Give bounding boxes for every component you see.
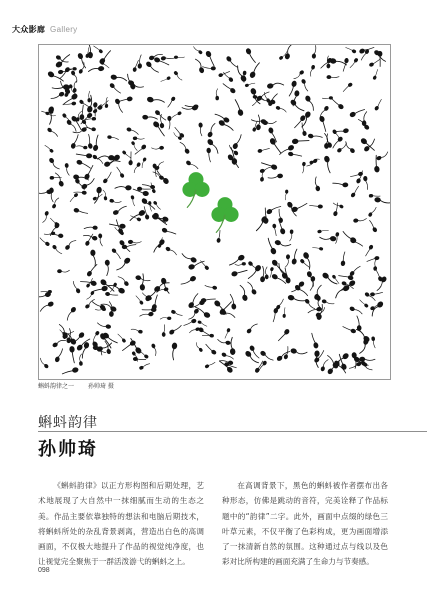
- tadpole: [45, 106, 55, 125]
- tadpole: [283, 346, 291, 359]
- tadpole: [110, 74, 127, 82]
- tadpole: [92, 193, 103, 201]
- tadpole: [330, 136, 343, 149]
- tadpole: [168, 323, 182, 336]
- tadpole: [44, 144, 54, 154]
- tadpole: [366, 256, 379, 262]
- tadpole: [301, 78, 311, 91]
- tadpole: [72, 280, 81, 294]
- tadpole: [367, 220, 378, 233]
- tadpole: [353, 218, 367, 223]
- tadpole: [84, 233, 93, 247]
- tadpole: [69, 346, 75, 363]
- tadpole: [167, 116, 171, 129]
- tadpole: [162, 325, 166, 337]
- tadpole: [198, 122, 204, 136]
- tadpole: [312, 245, 323, 251]
- tadpole: [244, 350, 259, 365]
- tadpole: [170, 342, 178, 360]
- tadpole: [204, 360, 215, 368]
- tadpole: [323, 155, 334, 173]
- tadpole: [112, 206, 128, 216]
- tadpole: [133, 162, 141, 174]
- tadpole: [179, 141, 190, 155]
- tadpole: [329, 58, 347, 67]
- tadpole: [246, 322, 258, 334]
- tadpole: [76, 159, 92, 168]
- tadpole: [320, 358, 328, 372]
- tadpole: [102, 172, 114, 184]
- tadpole: [284, 45, 293, 60]
- tadpole: [146, 96, 164, 107]
- photo-caption: [38, 381, 114, 390]
- tadpole: [171, 111, 182, 119]
- tadpole: [330, 98, 345, 110]
- tadpole: [128, 239, 142, 244]
- tadpole: [349, 107, 366, 118]
- tadpole: [131, 329, 143, 334]
- tadpole: [312, 45, 318, 59]
- tadpole: [336, 143, 348, 154]
- tadpole: [289, 99, 304, 115]
- tadpole: [321, 272, 338, 286]
- tadpole: [319, 115, 329, 132]
- tadpole: [274, 239, 291, 248]
- tadpole: [197, 320, 208, 327]
- tadpole: [340, 252, 347, 267]
- gallery-label: Gallery: [50, 25, 78, 34]
- tadpole: [127, 79, 144, 89]
- tadpole: [171, 309, 183, 317]
- tadpole: [371, 336, 376, 348]
- tadpole: [364, 292, 377, 302]
- tadpole: [68, 192, 78, 202]
- tadpole: [324, 133, 329, 148]
- tadpole: [39, 189, 52, 195]
- tadpole: [140, 157, 147, 168]
- article-body-left: 《蝌蚪韵律》以正方形构图和后期处理，艺术地展现了大自然中一抹细腻而生动的生态之美。作品主要依靠独特的想法和电脑后期技术，将蝌蚪所处的杂乱背景剥离，营造出白色的高调画面，不仅极大地提升了作品的视觉纯净度，也让视觉完全聚焦于一群活泼游弋的蝌蚪之上。: [38, 481, 204, 567]
- tadpole: [293, 70, 305, 81]
- tadpole: [189, 327, 200, 334]
- tadpole: [90, 330, 100, 342]
- tadpole: [231, 268, 248, 278]
- tadpole: [267, 81, 284, 89]
- tadpole: [255, 215, 268, 232]
- tadpole: [218, 70, 231, 77]
- tadpole: [288, 151, 302, 158]
- tadpole: [187, 308, 199, 321]
- tadpole: [313, 177, 321, 192]
- tadpole: [141, 197, 156, 212]
- tadpole: [86, 291, 95, 301]
- tadpole: [289, 229, 293, 241]
- article-body-right: 在高调背景下，黑色的蝌蚪被作者摆布出各种形态，仿佛是跳动的音符，完美诠释了作品标题中的“韵律”二字。此外，画面中点缀的绿色三叶草元素，不仅平衡了色彩构成，更为画面增添了一抹清新自然的氛围。这种通过点与线以及色彩对比所构建的画面充满了生命力与节奏感。: [222, 481, 388, 567]
- tadpole: [39, 237, 50, 247]
- tadpole: [161, 227, 176, 237]
- tadpole: [151, 343, 159, 356]
- tadpole: [174, 55, 185, 59]
- tadpole: [245, 81, 256, 87]
- tadpole: [165, 96, 176, 108]
- tadpole: [83, 233, 98, 241]
- tadpole: [93, 45, 103, 54]
- tadpole: [195, 342, 204, 353]
- tadpole: [358, 299, 368, 309]
- tadpole: [86, 263, 98, 278]
- tadpole: [48, 157, 60, 171]
- tadpole: [165, 246, 178, 256]
- tadpole: [376, 152, 390, 161]
- tadpole: [363, 176, 368, 190]
- tadpole: [206, 148, 211, 162]
- tadpole: [266, 237, 277, 255]
- tadpole: [225, 55, 237, 70]
- tadpole: [372, 69, 380, 80]
- tadpole: [159, 114, 165, 128]
- tadpole: [109, 82, 122, 95]
- tadpole: [65, 163, 70, 176]
- tadpole: [282, 307, 286, 318]
- tadpole: [364, 244, 374, 257]
- title-divider: [38, 431, 427, 432]
- tadpole: [203, 344, 217, 355]
- tadpole: [373, 259, 378, 271]
- tadpole: [357, 316, 362, 331]
- tadpole: [285, 254, 290, 267]
- tadpole: [333, 284, 350, 299]
- tadpole: [287, 294, 305, 303]
- tadpole: [341, 82, 353, 92]
- tadpole: [249, 61, 261, 79]
- tadpole: [304, 95, 315, 112]
- article-author: 孙帅琦: [38, 439, 98, 460]
- tadpole: [193, 45, 203, 55]
- tadpole: [122, 150, 132, 160]
- tadpole: [278, 209, 283, 223]
- tadpole: [107, 135, 119, 140]
- tadpole: [333, 200, 344, 209]
- tadpole: [264, 267, 269, 279]
- tadpole: [115, 166, 125, 178]
- tadpole: [115, 257, 131, 273]
- tadpole: [54, 172, 65, 188]
- tadpole: [349, 306, 363, 316]
- tadpole: [229, 337, 236, 355]
- tadpole: [70, 134, 78, 150]
- tadpole: [52, 244, 63, 256]
- tadpoles-artwork-icon: [39, 45, 390, 379]
- tadpole: [145, 61, 159, 75]
- tadpole: [285, 190, 289, 201]
- tadpole: [182, 105, 198, 112]
- clover-leaf: [182, 172, 209, 208]
- tadpole: [203, 66, 216, 70]
- tadpole: [131, 141, 139, 151]
- artwork-frame: [38, 44, 391, 380]
- tadpole: [308, 133, 323, 141]
- tadpole: [133, 357, 146, 362]
- tadpole: [309, 65, 315, 77]
- tadpole: [161, 76, 172, 84]
- tadpole: [349, 57, 358, 69]
- tadpole: [215, 89, 219, 101]
- tadpole: [291, 249, 300, 265]
- tadpole: [319, 234, 336, 242]
- tadpole: [266, 203, 281, 215]
- tadpole: [50, 91, 65, 100]
- tadpole: [117, 332, 126, 343]
- tadpole: [185, 160, 198, 172]
- tadpole: [188, 261, 205, 270]
- tadpole: [333, 182, 349, 187]
- tadpole: [235, 262, 246, 266]
- tadpole: [311, 332, 319, 348]
- tadpole: [317, 228, 329, 234]
- tadpole: [327, 75, 340, 79]
- tadpole: [374, 197, 390, 204]
- tadpole: [294, 114, 307, 130]
- tadpole: [49, 187, 56, 202]
- tadpole: [207, 123, 218, 138]
- caption-work: 蝌蚪韵律之一: [38, 383, 75, 390]
- tadpole: [349, 238, 363, 249]
- tadpole: [374, 99, 384, 111]
- tadpole: [52, 197, 60, 209]
- tadpole: [88, 66, 105, 73]
- tadpole: [130, 195, 136, 206]
- tadpole: [232, 133, 242, 149]
- tadpole: [111, 248, 123, 259]
- tadpole: [105, 292, 118, 298]
- tadpole: [222, 81, 236, 94]
- tadpole: [97, 323, 112, 330]
- clover-leaf: [211, 197, 238, 233]
- tadpole: [270, 307, 278, 322]
- tadpole: [321, 299, 334, 306]
- tadpole: [304, 298, 316, 310]
- tadpole: [260, 266, 267, 282]
- tadpole: [105, 97, 110, 108]
- tadpole: [52, 338, 66, 348]
- tadpole: [42, 211, 50, 224]
- page-number: 098: [38, 567, 50, 574]
- tadpole: [319, 105, 330, 118]
- tadpole: [151, 172, 164, 181]
- tadpole: [272, 224, 277, 236]
- tadpole: [268, 174, 283, 179]
- tadpole: [52, 84, 69, 90]
- tadpole: [128, 152, 134, 166]
- tadpole: [137, 55, 143, 69]
- tadpole: [115, 185, 132, 190]
- gallery-header: [12, 24, 78, 35]
- tadpole: [139, 363, 151, 371]
- tadpole: [160, 277, 170, 294]
- tadpole: [64, 306, 77, 321]
- caption-credit: 孙帅琦 摄: [88, 383, 114, 390]
- tadpole: [54, 348, 63, 363]
- tadpole: [359, 356, 375, 362]
- tadpole: [309, 204, 323, 209]
- tadpole: [322, 96, 333, 100]
- tadpole: [239, 284, 248, 301]
- tadpole: [275, 105, 287, 113]
- tadpole: [349, 264, 361, 277]
- tadpole: [309, 276, 316, 291]
- tadpole: [133, 136, 145, 141]
- tadpole: [135, 294, 144, 305]
- tadpole: [235, 99, 244, 117]
- article-title-block: [38, 412, 98, 432]
- tadpole: [39, 301, 54, 312]
- article-title: 蝌蚪韵律: [38, 415, 98, 431]
- tadpole: [87, 91, 91, 102]
- tadpole: [137, 187, 151, 192]
- tadpole: [173, 70, 183, 81]
- tadpole: [180, 275, 197, 287]
- tadpole: [160, 317, 171, 320]
- tadpole: [84, 299, 96, 309]
- tadpole: [142, 115, 157, 120]
- tadpole: [276, 298, 285, 310]
- tadpole: [276, 349, 291, 362]
- tadpole: [195, 58, 205, 74]
- tadpole: [290, 348, 307, 356]
- tadpole: [257, 147, 270, 153]
- tadpole: [126, 127, 139, 135]
- tadpole: [151, 146, 164, 151]
- tadpole: [343, 141, 356, 154]
- tadpole: [259, 167, 272, 174]
- tadpole: [64, 238, 76, 250]
- tadpole: [76, 145, 87, 149]
- tadpole: [261, 159, 278, 170]
- section-label: 大众影廊: [12, 25, 46, 34]
- tadpole: [277, 328, 290, 343]
- tadpole: [292, 137, 310, 145]
- tadpole: [181, 252, 198, 264]
- tadpole: [350, 186, 361, 198]
- tadpole: [224, 328, 230, 339]
- tadpole: [359, 338, 369, 355]
- tadpole: [183, 318, 197, 326]
- tadpole: [362, 111, 368, 126]
- tadpole: [320, 57, 333, 71]
- tadpole: [98, 233, 103, 246]
- tadpole: [300, 161, 306, 173]
- tadpole: [245, 47, 256, 64]
- tadpole: [118, 274, 130, 287]
- tadpole: [369, 59, 382, 68]
- tadpole: [259, 350, 274, 362]
- tadpole: [246, 281, 258, 295]
- tadpole: [342, 325, 357, 333]
- tadpole: [205, 50, 217, 67]
- tadpole: [205, 284, 218, 290]
- tadpole: [109, 199, 121, 205]
- tadpole: [92, 154, 104, 165]
- tadpole: [105, 259, 111, 275]
- tadpole: [350, 171, 363, 179]
- tadpole: [39, 358, 49, 369]
- tadpole: [247, 264, 262, 281]
- tadpole: [217, 339, 231, 345]
- tadpole: [62, 367, 80, 377]
- tadpole: [302, 251, 314, 269]
- tadpole: [90, 250, 96, 267]
- tadpole: [76, 153, 92, 158]
- tadpole: [151, 294, 160, 310]
- tadpole: [369, 193, 381, 197]
- tadpole: [316, 304, 325, 321]
- tadpole: [142, 183, 156, 190]
- tadpole: [47, 127, 59, 139]
- tadpole: [139, 311, 154, 319]
- tadpole: [368, 206, 377, 218]
- tadpole: [198, 326, 211, 338]
- tadpole: [345, 45, 357, 54]
- tadpole: [160, 54, 174, 61]
- tadpole: [102, 190, 107, 201]
- tadpole: [57, 269, 70, 273]
- tadpole: [84, 225, 98, 230]
- tadpole: [92, 135, 102, 152]
- tadpole: [152, 120, 168, 136]
- tadpole: [291, 203, 309, 213]
- tadpole: [70, 70, 78, 83]
- tadpole: [73, 208, 88, 215]
- tadpole: [202, 333, 214, 338]
- tadpole: [370, 292, 383, 297]
